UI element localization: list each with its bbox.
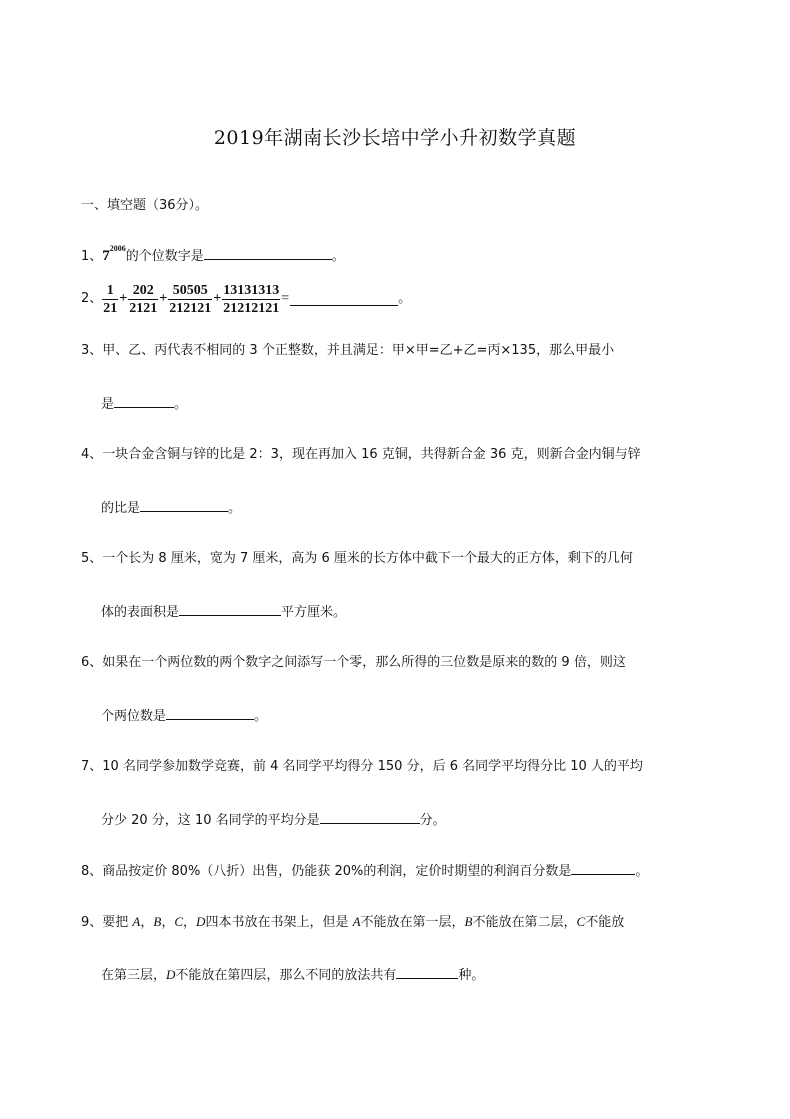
question-9-continued	[101, 966, 484, 985]
question-end: 。	[174, 397, 188, 412]
question-8	[81, 862, 648, 881]
question-text: 分少 20 分，这 10 名同学的平均分是	[101, 813, 320, 828]
separator: ，	[183, 915, 197, 930]
question-end: 。	[228, 501, 242, 516]
question-6-continued	[101, 707, 267, 726]
question-text: 一块合金含铜与锌的比是 2：3，现在再加入 16 克铜，共得新合金 36 克，则新合金内铜与锌	[102, 447, 641, 462]
question-end: 分。	[419, 813, 446, 828]
question-end: 种。	[458, 968, 485, 983]
fraction-1	[102, 282, 118, 317]
question-number: 2、	[81, 291, 103, 306]
numerator: 50505	[168, 282, 212, 300]
question-end: 平方厘米。	[281, 605, 347, 620]
question-text: 在第三层，	[101, 968, 167, 983]
question-text: 体的表面积是	[101, 605, 180, 620]
question-6	[81, 654, 626, 672]
denominator: 21212121	[223, 300, 280, 316]
answer-blank	[140, 499, 228, 512]
plus-sign: +	[213, 291, 222, 306]
question-end: 。	[254, 709, 268, 724]
question-text: 是	[101, 397, 115, 412]
answer-blank	[179, 603, 281, 616]
separator: ，	[161, 915, 175, 930]
question-text: 的个位数字是	[125, 249, 204, 264]
plus-sign: +	[119, 291, 128, 306]
question-7	[81, 758, 643, 776]
fraction-3	[168, 282, 212, 317]
power-base: 7	[102, 248, 110, 264]
denominator: 212121	[169, 300, 212, 316]
var-d: D	[196, 914, 206, 929]
answer-blank	[204, 247, 332, 260]
question-text: 不能放	[585, 915, 625, 930]
question-number: 4、	[81, 447, 103, 462]
question-5-continued	[101, 603, 346, 622]
question-number: 7、	[81, 759, 103, 774]
question-2	[81, 280, 411, 319]
equals-sign: =	[281, 291, 290, 306]
answer-blank	[320, 811, 420, 824]
question-text: 四本书放在书架上，但是	[205, 915, 353, 930]
question-text: 如果在一个两位数的两个数字之间添写一个零，那么所得的三位数是原来的数的 9 倍，则这	[102, 655, 626, 670]
question-text: 甲、乙、丙代表不相同的 3 个正整数，并且满足：甲×甲=乙+乙=丙×135，那么甲最小	[102, 343, 615, 358]
question-text: 不能放在第一层，	[360, 915, 465, 930]
question-text: 的比是	[101, 501, 141, 516]
question-3	[81, 342, 614, 360]
var-a: A	[132, 914, 141, 929]
question-end: 。	[331, 249, 345, 264]
question-text: 10 名同学参加数学竞赛，前 4 名同学平均得分 150 分，后 6 名同学平均得分比 10 人的平均	[102, 759, 643, 774]
section-heading: 一、填空题（36分）。	[81, 198, 209, 213]
question-4-continued	[101, 499, 241, 518]
question-3-continued	[101, 395, 187, 414]
var-b: B	[153, 914, 162, 929]
question-text: 不能放在第二层，	[472, 915, 577, 930]
question-text: 商品按定价 80%（八折）出售，仍能获 20%的利润，定价时期望的利润百分数是	[102, 864, 572, 879]
question-number: 1、	[81, 249, 103, 264]
question-4	[81, 446, 641, 464]
question-7-continued	[101, 811, 446, 830]
var-c: C	[576, 914, 586, 929]
power-exponent: 2006	[109, 244, 126, 253]
power-expression	[102, 244, 126, 264]
denominator: 21	[103, 300, 118, 316]
question-end: 。	[635, 864, 649, 879]
question-text: 不能放在第四层，那么不同的放法共有	[175, 968, 397, 983]
fraction-2	[128, 282, 158, 317]
numerator: 1	[102, 282, 118, 300]
numerator: 13131313	[223, 282, 280, 298]
question-number: 9、	[81, 915, 103, 930]
question-5	[81, 550, 633, 568]
question-number: 3、	[81, 343, 103, 358]
fraction-4	[222, 282, 280, 317]
var-d: D	[166, 967, 176, 982]
question-9	[81, 913, 624, 932]
plus-sign: +	[159, 291, 168, 306]
answer-blank	[396, 966, 458, 979]
question-number: 5、	[81, 551, 103, 566]
var-b: B	[464, 914, 473, 929]
answer-blank	[290, 293, 398, 306]
question-number: 6、	[81, 655, 103, 670]
answer-blank	[571, 862, 635, 875]
var-a: A	[352, 914, 361, 929]
question-1	[81, 240, 345, 266]
var-c: C	[174, 914, 184, 929]
numerator: 202	[128, 282, 158, 300]
question-text: 要把	[102, 915, 133, 930]
question-text: 一个长为 8 厘米，宽为 7 厘米，高为 6 厘米的长方体中截下一个最大的正方体，剩下的几何	[102, 551, 633, 566]
question-number: 8、	[81, 864, 103, 879]
question-end: 。	[398, 291, 412, 306]
denominator: 2121	[129, 300, 158, 316]
question-text: 个两位数是	[101, 709, 167, 724]
answer-blank	[166, 707, 254, 720]
page-title: 2019年湖南长沙长培中学小升初数学真题	[213, 127, 577, 149]
answer-blank	[114, 395, 174, 408]
separator: ，	[140, 915, 154, 930]
